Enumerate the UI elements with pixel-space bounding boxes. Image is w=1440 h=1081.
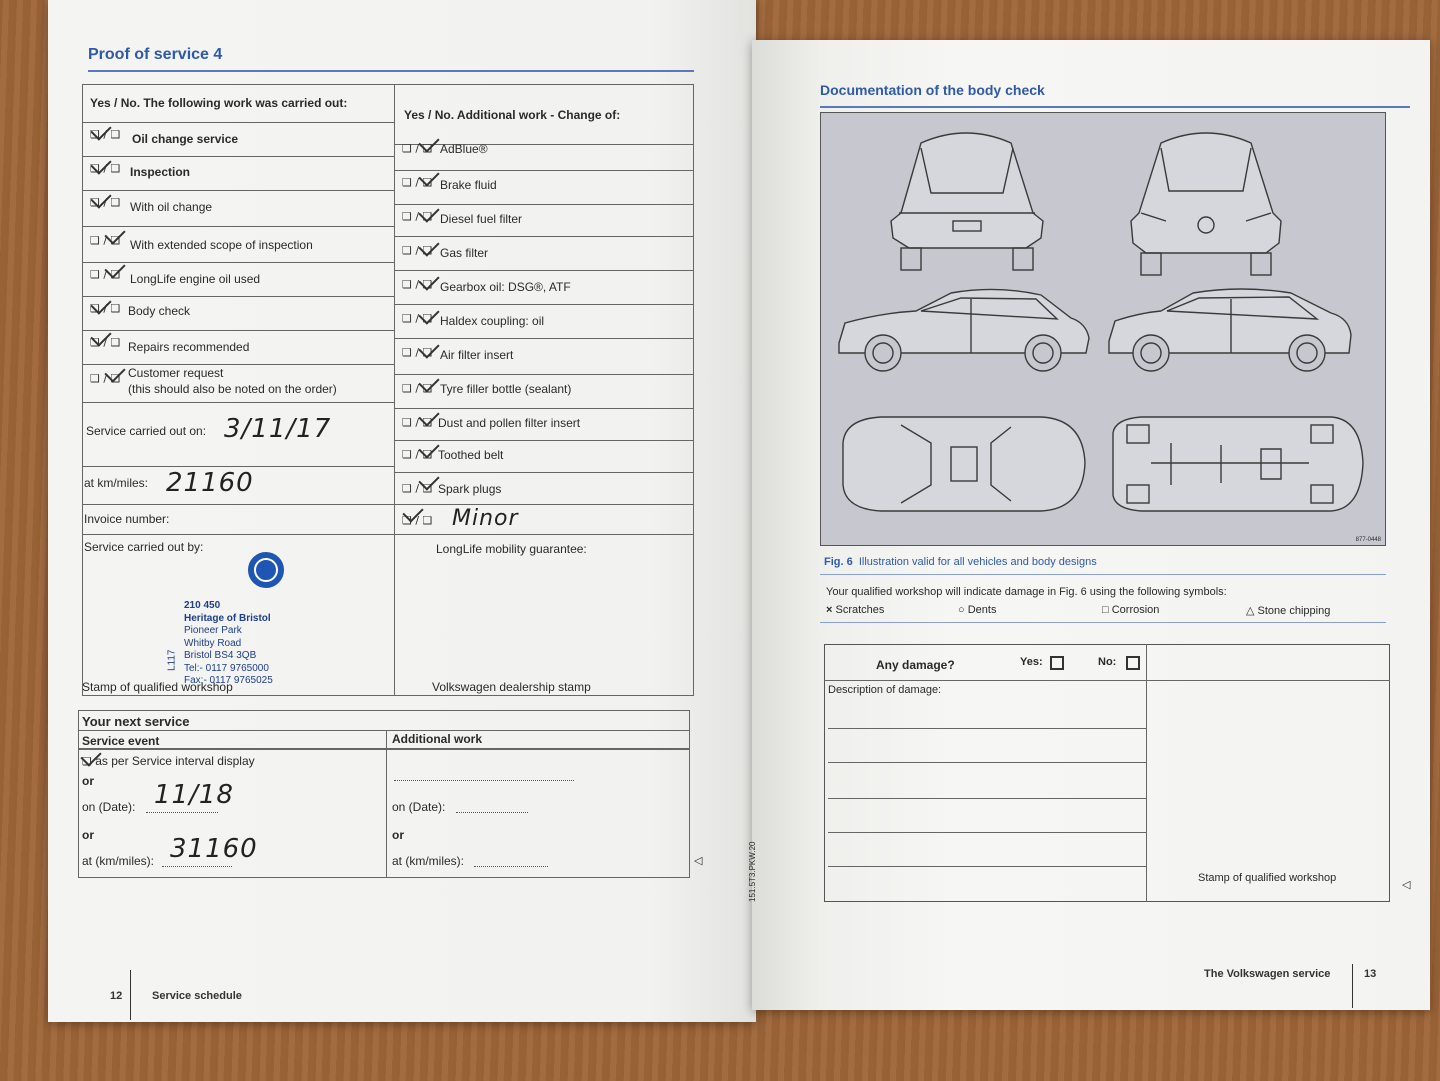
side-code: 151.5T3.PKW.20 bbox=[748, 841, 757, 902]
circle-icon: ○ bbox=[958, 604, 965, 616]
footer-label: Service schedule bbox=[152, 990, 242, 1002]
continue-arrow-icon: ◁ bbox=[694, 855, 703, 867]
checkbox: ❑ / ❑ bbox=[402, 382, 433, 395]
any-damage-label: Any damage? bbox=[876, 658, 955, 672]
checkbox: ❑ / ❑ bbox=[90, 234, 121, 247]
figure-code: 877-0448 bbox=[1355, 537, 1381, 543]
work-item: Inspection bbox=[130, 165, 191, 179]
col1-header: Yes / No. The following work was carried out: bbox=[90, 96, 348, 110]
additional-on-date-label: on (Date): bbox=[392, 800, 446, 814]
additional-item: AdBlue® bbox=[440, 142, 488, 156]
yes-checkbox[interactable] bbox=[1050, 656, 1064, 670]
title-rule bbox=[88, 70, 694, 72]
additional-item: Gearbox oil: DSG®, ATF bbox=[440, 280, 571, 294]
checkbox: ❑ / ❑ bbox=[402, 176, 433, 189]
checkbox: ❑ / ❑ bbox=[90, 162, 121, 175]
continue-arrow-icon: ◁ bbox=[1402, 879, 1411, 891]
symbol-corrosion: □ Corrosion bbox=[1102, 604, 1160, 616]
additional-item: Toothed belt bbox=[438, 448, 504, 462]
checkbox: ❑ / ❑ bbox=[402, 278, 433, 291]
service-date-value: 3/11/17 bbox=[224, 414, 332, 444]
triangle-icon: △ bbox=[1246, 605, 1255, 617]
figure-caption: Fig. 6 Illustration valid for all vehicles and body designs bbox=[824, 556, 1097, 568]
checkbox: ❑ / ❑ bbox=[402, 244, 433, 257]
additional-item: Diesel fuel filter bbox=[440, 212, 523, 226]
invoice-label: Invoice number: bbox=[84, 512, 170, 526]
stamp-side-code: L117 bbox=[166, 649, 178, 672]
checkbox: ❑ / ❑ bbox=[402, 416, 433, 429]
checkbox: ❑ / ❑ bbox=[90, 336, 121, 349]
work-item: LongLife engine oil used bbox=[130, 272, 261, 286]
page-number: 12 bbox=[110, 990, 123, 1002]
checkbox: ❑ / ❑ bbox=[90, 128, 121, 141]
at-km-label: at (km/miles): bbox=[82, 854, 154, 868]
no-checkbox[interactable] bbox=[1126, 656, 1140, 670]
additional-item: Spark plugs bbox=[438, 482, 502, 496]
page-title: Proof of service 4 bbox=[88, 46, 223, 63]
damage-table bbox=[824, 644, 1390, 902]
yes-label: Yes: bbox=[1020, 656, 1043, 668]
dealer-stamp-label: Volkswagen dealership stamp bbox=[432, 680, 591, 694]
symbol-scratches: × Scratches bbox=[826, 604, 885, 616]
left-page bbox=[48, 0, 756, 1022]
col2-header: Yes / No. Additional work - Change of: bbox=[404, 108, 621, 122]
title-rule bbox=[820, 106, 1410, 108]
car-illustration bbox=[821, 113, 1387, 547]
extra-work-note: Minor bbox=[452, 506, 519, 531]
page-number: 13 bbox=[1364, 968, 1377, 980]
service-by-label: Service carried out by: bbox=[84, 540, 204, 554]
checkbox: ❑ / ❑ bbox=[402, 448, 433, 461]
symbol-dents: ○ Dents bbox=[958, 604, 997, 616]
workshop-stamp: 210 450 Heritage of Bristol Pioneer Park Whitby Road Bristol BS4 3QB Tel:- 0117 9765000 Fax:- 0117 9765025 bbox=[184, 600, 273, 686]
additional-item: Haldex coupling: oil bbox=[440, 314, 545, 328]
checkbox: ❑ / ❑ bbox=[90, 268, 121, 281]
additional-item: Tyre filler bottle (sealant) bbox=[440, 382, 572, 396]
work-item: Customer request bbox=[128, 366, 224, 380]
additional-or-label: or bbox=[392, 828, 404, 842]
checkbox: ❑ / ❑ bbox=[90, 196, 121, 209]
checkbox: ❑ / ❑ bbox=[402, 142, 433, 155]
or-label: or bbox=[82, 774, 94, 788]
stamp-workshop-label: Stamp of qualified workshop bbox=[82, 680, 233, 694]
next-date-value: 11/18 bbox=[154, 780, 234, 810]
on-date-label: on (Date): bbox=[82, 800, 136, 814]
work-item: Body check bbox=[128, 304, 191, 318]
additional-item: Brake fluid bbox=[440, 178, 497, 192]
square-icon: □ bbox=[1102, 604, 1109, 616]
additional-at-km-label: at (km/miles): bbox=[392, 854, 464, 868]
checkbox: ❑ / ❑ bbox=[90, 302, 121, 315]
instruction-text: Your qualified workshop will indicate damage in Fig. 6 using the following symbols: bbox=[826, 586, 1227, 598]
checkbox: ❑ / ❑ bbox=[402, 312, 433, 325]
right-page bbox=[748, 40, 1430, 1010]
page-title: Documentation of the body check bbox=[820, 82, 1045, 98]
service-event-label: Service event bbox=[82, 734, 160, 748]
symbol-stone-chipping: △ Stone chipping bbox=[1246, 605, 1331, 617]
km-miles-value: 21160 bbox=[166, 468, 254, 498]
work-item: With extended scope of inspection bbox=[130, 238, 313, 252]
work-item: Oil change service bbox=[132, 132, 239, 146]
longlife-label: LongLife mobility guarantee: bbox=[436, 542, 587, 556]
scratch-icon: × bbox=[826, 604, 833, 616]
additional-item: Air filter insert bbox=[440, 348, 514, 362]
checkbox: ❑ / ❑ bbox=[90, 372, 121, 385]
service-date-label: Service carried out on: bbox=[86, 424, 207, 438]
additional-work-label: Additional work bbox=[392, 732, 482, 746]
next-km-value: 31160 bbox=[170, 834, 258, 864]
workshop-stamp-label: Stamp of qualified workshop bbox=[1198, 872, 1337, 884]
next-service-title: Your next service bbox=[82, 714, 190, 729]
car-diagram bbox=[820, 112, 1386, 546]
work-item-note: (this should also be noted on the order) bbox=[128, 382, 337, 396]
footer-label: The Volkswagen service bbox=[1204, 968, 1331, 980]
additional-item: Gas filter bbox=[440, 246, 489, 260]
work-item: With oil change bbox=[130, 200, 213, 214]
or-label: or bbox=[82, 828, 94, 842]
no-label: No: bbox=[1098, 656, 1117, 668]
vw-logo-icon bbox=[248, 552, 284, 588]
checkbox: ❑ / ❑ bbox=[402, 514, 433, 527]
km-miles-label: at km/miles: bbox=[84, 476, 149, 490]
checkbox: ❑ / ❑ bbox=[402, 210, 433, 223]
as-per-label: ❑ as per Service interval display bbox=[82, 754, 255, 768]
description-label: Description of damage: bbox=[828, 684, 942, 696]
checkbox: ❑ / ❑ bbox=[402, 482, 433, 495]
checkbox: ❑ / ❑ bbox=[402, 346, 433, 359]
additional-item: Dust and pollen filter insert bbox=[438, 416, 581, 430]
work-item: Repairs recommended bbox=[128, 340, 250, 354]
